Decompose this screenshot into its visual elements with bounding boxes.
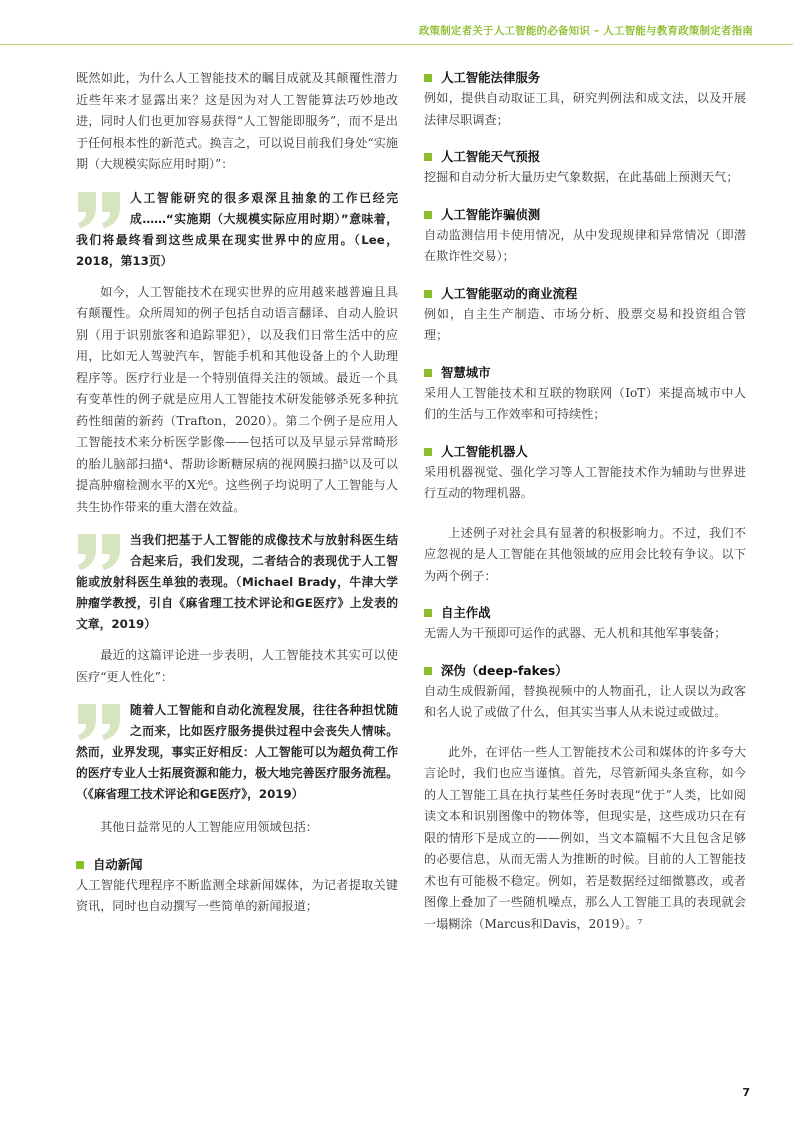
section-heading bbox=[424, 603, 746, 623]
square-bullet-icon bbox=[424, 74, 432, 82]
quote-text: 人工智能研究的很多艰深且抽象的工作已经完成……“实施期（大规模实际应用时期）”意味着，我们将最终看到这些成果在现实世界中的应用。（Lee，2018，第13页） bbox=[76, 190, 398, 268]
quote-text: 当我们把基于人工智能的成像技术与放射科医生结合起来后，我们发现，二者结合的表现优于人工智能或放射科医生单独的表现。（Michael Brady，牛津大学肿瘤学教授，引自《麻省理工技术评论和GE医疗》上发表的文章，2019） bbox=[76, 533, 398, 631]
section-title: 人工智能天气预报 bbox=[441, 149, 541, 164]
section-title: 人工智能法律服务 bbox=[441, 70, 541, 85]
section-heading bbox=[424, 205, 746, 225]
header-title: 政策制定者关于人工智能的必备知识 – 人工智能与教育政策制定者指南 bbox=[418, 25, 753, 37]
section-heading bbox=[424, 661, 746, 681]
section-text: 自动生成假新闻，替换视频中的人物面孔，让人误以为政客和名人说了或做了什么，但其实当事人从未说过或做过。 bbox=[424, 683, 746, 719]
section-title: 人工智能诈骗侦测 bbox=[441, 206, 541, 222]
square-bullet-icon bbox=[76, 861, 84, 869]
section-text: 人工智能代理程序不断监测全球新闻媒体，为记者提取关键资讯，同时也自动撰写一些简单的新闻报道； bbox=[76, 877, 398, 913]
section-text: 无需人为干预即可运作的武器、无人机和其他军事装备； bbox=[424, 626, 727, 640]
section-title: 智慧城市 bbox=[441, 364, 491, 380]
square-bullet-icon bbox=[424, 448, 432, 456]
pull-quote bbox=[76, 530, 398, 635]
section-text: 例如，提供自动取证工具，研究判例法和成文法，以及开展法律尽职调查； bbox=[424, 91, 746, 127]
section-heading bbox=[424, 147, 746, 167]
section-title: 自主作战 bbox=[441, 605, 491, 620]
section-text: 挖掘和自动分析大量历史气象数据，在此基础上预测天气； bbox=[424, 170, 739, 184]
pull-quote bbox=[76, 188, 398, 272]
page-number: 7 bbox=[742, 1086, 750, 1099]
section-text: 采用人工智能技术和互联的物联网（IoT）来提高城市中人们的生活与工作效率和可持续性； bbox=[424, 385, 746, 421]
section-title: 自动新闻 bbox=[93, 856, 143, 872]
quote-text: 随着人工智能和自动化流程发展，往往各种担忧随之而来，比如医疗服务提供过程中会丧失人情味。然而，业界发现，事实正好相反：人工智能可以为超负荷工作的医疗专业人士拓展资源和能力，极大地完善医疗服务流程。（《麻省理工技术评论和GE医疗》，2019） bbox=[76, 703, 398, 801]
section-text: 自动监测信用卡使用情况，从中发现规律和异常情况（即潜在欺诈性交易）； bbox=[424, 227, 746, 263]
quote-mark-icon bbox=[76, 532, 122, 572]
section-text: 例如，自主生产制造、市场分析、股票交易和投资组合管理； bbox=[424, 306, 746, 342]
square-bullet-icon bbox=[424, 609, 432, 617]
section-heading bbox=[76, 855, 398, 875]
section-text: 采用机器视觉、强化学习等人工智能技术作为辅助与世界进行互动的物理机器。 bbox=[424, 464, 746, 500]
section-title: 人工智能驱动的商业流程 bbox=[441, 285, 578, 301]
body-paragraph: 其他日益常见的人工智能应用领域包括： bbox=[100, 820, 318, 834]
quote-mark-icon bbox=[76, 190, 122, 230]
section-heading bbox=[424, 68, 746, 88]
body-paragraph: 此外，在评估一些人工智能技术公司和媒体的许多夸大言论时，我们也应当谨慎。首先，尽管新闻头条宣称，如今的人工智能工具在执行某些任务时表现“优于”人类，比如阅读文本和识别图像中的物体等，但现实是，这些成功只在有限的情形下是成立的——例如，当文本篇幅不大且包含足够的必要信息，从而无需人为推断的时候。目前的人工智能技术也有可能极不稳定。例如，若是数据经过细微篡改，或者图像上叠加了一些随机噪点，那么人工智能工具的表现就会一塌糊涂（Marcus和Davis，2019）。⁷ bbox=[424, 744, 746, 931]
left-column bbox=[76, 68, 398, 918]
body-paragraph: 最近的这篇评论进一步表明，人工智能技术其实可以使医疗“更人性化”： bbox=[76, 648, 398, 684]
section-title: 人工智能机器人 bbox=[441, 443, 528, 459]
quote-mark-icon bbox=[76, 702, 122, 742]
section-heading bbox=[424, 284, 746, 304]
page-header bbox=[0, 0, 793, 44]
square-bullet-icon bbox=[424, 667, 432, 675]
square-bullet-icon bbox=[424, 211, 432, 219]
body-paragraph: 既然如此，为什么人工智能技术的瞩目成就及其颠覆性潜力近些年来才显露出来？这是因为对人工智能算法巧妙地改进，同时人们也更加容易获得“人工智能即服务”，而不是出于任何根本性的新范式。换言之，可以说目前我们身处“实施期（大规模实际应用时期）”： bbox=[76, 71, 398, 171]
right-column bbox=[424, 68, 746, 935]
pull-quote bbox=[76, 700, 398, 805]
body-paragraph: 如今，人工智能技术在现实世界的应用越来越普遍且具有颠覆性。众所周知的例子包括自动语言翻译、自动人脸识别（用于识别旅客和追踪罪犯），以及我们日常生活中的应用，比如无人驾驶汽车，智能手机和其他设备上的个人助理程序等。医疗行业是一个特别值得关注的领域。最近一个具有变革性的例子就是应用人工智能技术研发能够杀死多种抗药性细菌的新药（Trafton，2020）。第二个例子是应用人工智能技术来分析医学影像——包括可以及早显示异常畸形的胎儿脑部扫描⁴、帮助诊断糖尿病的视网膜扫描⁵以及可以提高肿瘤检测水平的X光⁶。这些例子均说明了人工智能与人共生协作带来的重大潜在效益。 bbox=[76, 284, 398, 514]
square-bullet-icon bbox=[424, 369, 432, 377]
square-bullet-icon bbox=[424, 153, 432, 161]
square-bullet-icon bbox=[424, 290, 432, 298]
section-title: 深伪（deep-fakes） bbox=[441, 662, 568, 678]
header-divider bbox=[0, 44, 793, 45]
body-paragraph: 上述例子对社会具有显著的积极影响力。不过，我们不应忽视的是人工智能在其他领域的应用会比较有争议。以下为两个例子： bbox=[424, 525, 746, 583]
section-heading bbox=[424, 442, 746, 462]
section-heading bbox=[424, 363, 746, 383]
